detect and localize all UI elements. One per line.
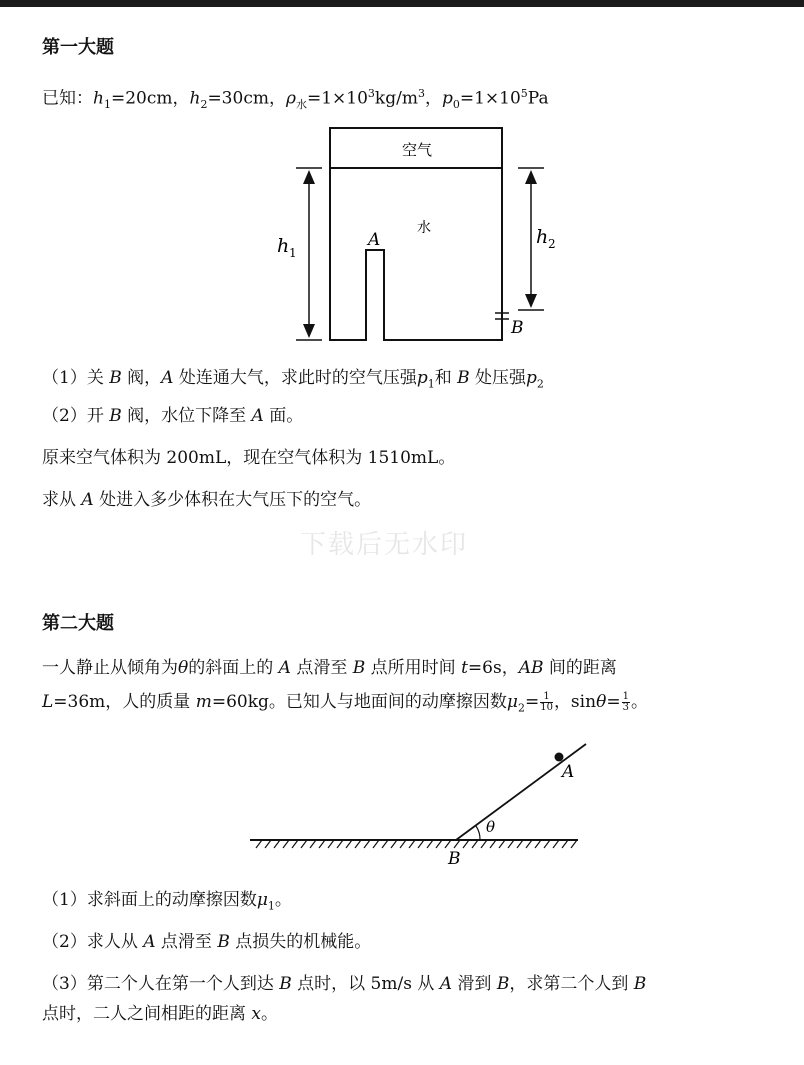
hatch-mark xyxy=(256,840,262,848)
q2-var-a: A xyxy=(251,406,264,426)
line4-text-a: 求从 xyxy=(42,490,82,510)
h1-value: =20cm， xyxy=(110,88,190,109)
line4-var-a: A xyxy=(81,490,94,510)
rho-var: ρ xyxy=(285,88,296,109)
frac1-num: 1 xyxy=(540,692,553,703)
s2q2-var-b: B xyxy=(217,932,230,952)
line4-text-b: 处进入多少体积在大气压下的空气。 xyxy=(93,490,372,510)
hatch-mark xyxy=(562,840,568,848)
rho-exp: 3 xyxy=(367,87,375,100)
hatch-mark xyxy=(382,840,388,848)
p0-exp: 5 xyxy=(520,87,528,100)
p1-text-a: 一人静止从倾角为 xyxy=(42,658,178,678)
section2-heading: 第二大题 xyxy=(42,613,114,634)
q1-text-a: （1）关 xyxy=(42,368,110,388)
rho-unit-exp: 3 xyxy=(417,87,425,100)
q1-p2-sub: 2 xyxy=(536,377,544,391)
p2-text-b: =60kg。已知人与地面间的动摩擦因数 xyxy=(211,692,507,712)
hatch-mark xyxy=(463,840,469,848)
angle-arc xyxy=(476,826,480,840)
hatch-mark xyxy=(328,840,334,848)
hatch-mark xyxy=(526,840,532,848)
s2q2-var-a: A xyxy=(143,932,156,952)
q1-var-a: A xyxy=(161,368,174,388)
q1-text-e: 处压强 xyxy=(469,368,527,388)
p2-var-m: m xyxy=(195,692,212,712)
p1-text-b: 的斜面上的 xyxy=(188,658,279,678)
s2q2-text-c: 点损失的机械能。 xyxy=(229,932,372,952)
label-h1-sub: 1 xyxy=(289,246,297,260)
hatch-mark xyxy=(571,840,577,848)
s2q2-text-a: （2）求人从 xyxy=(42,932,144,952)
frac2-num: 1 xyxy=(622,691,629,702)
hatch-mark xyxy=(508,840,514,848)
s2q3-text-f: 。 xyxy=(261,1004,278,1024)
q1-var-p2: p xyxy=(526,368,537,388)
hatch-mark xyxy=(472,840,478,848)
q2-var-b: B xyxy=(109,406,122,426)
label-h1: h xyxy=(277,235,290,257)
incline-label-b: B xyxy=(448,849,461,869)
hatch-mark xyxy=(454,840,460,848)
s2q3-var-a: A xyxy=(439,974,453,994)
q1-p1-sub: 1 xyxy=(427,377,435,391)
p2-mu-sub: 2 xyxy=(517,701,525,715)
label-b: B xyxy=(511,318,524,338)
hatch-mark xyxy=(517,840,523,848)
p1-var-ab: AB xyxy=(518,658,544,678)
hatch-mark xyxy=(409,840,415,848)
h1-var: h xyxy=(93,88,104,109)
p0-value-b: Pa xyxy=(527,88,549,109)
h2-sub: 2 xyxy=(200,98,208,112)
hatch-mark xyxy=(427,840,433,848)
q1-text-c: 处连通大气，求此时的空气压强 xyxy=(173,368,417,388)
q1-var-p1: p xyxy=(416,368,428,388)
rho-value-b: kg/m xyxy=(374,88,418,109)
frac1-den: 10 xyxy=(540,702,553,713)
hatch-mark xyxy=(283,840,289,848)
s2q3-text-a: （3）第二个人在第一个人到达 xyxy=(42,974,280,994)
p1-var-a: A xyxy=(278,658,291,678)
section1-heading: 第一大题 xyxy=(42,37,114,58)
p1-var-t: t xyxy=(461,658,468,678)
s2q3-var-x: x xyxy=(251,1004,261,1024)
p0-value-a: =1×10 xyxy=(459,88,521,109)
hatch-mark xyxy=(445,840,451,848)
hatch-mark xyxy=(355,840,361,848)
rho-sub: 水 xyxy=(295,98,307,112)
incline-label-a: A xyxy=(562,762,575,782)
q1-var-b2: B xyxy=(457,368,470,388)
label-h2: h xyxy=(536,226,549,248)
section2-question-2 xyxy=(42,930,371,954)
p1-text-d: 点所用时间 xyxy=(365,658,462,678)
s2q3-text-c: 滑到 xyxy=(452,974,497,994)
label-a: A xyxy=(368,230,381,250)
p1-text-e: =6s， xyxy=(467,658,519,678)
p2-text-c: ，sin xyxy=(553,692,597,712)
s2q3-var-b: B xyxy=(279,974,292,994)
hatch-mark xyxy=(301,840,307,848)
point-a-dot xyxy=(555,753,564,762)
p2-eq2: = xyxy=(606,692,621,712)
p2-var-mu: μ xyxy=(506,692,518,712)
hatch-mark xyxy=(274,840,280,848)
water-label: 水 xyxy=(417,220,431,236)
s2q3-var-b3: B xyxy=(633,974,647,994)
incline-line xyxy=(456,744,586,840)
hatch-mark xyxy=(292,840,298,848)
p0-sub: 0 xyxy=(452,98,460,112)
hatch-mark xyxy=(364,840,370,848)
label-h2-sub: 2 xyxy=(548,237,556,251)
frac2-den: 3 xyxy=(622,702,629,713)
s2q1-text-a: （1）求斜面上的动摩擦因数 xyxy=(42,890,257,910)
p1-text-f: 间的距离 xyxy=(543,658,617,678)
s2q1-mu-sub: 1 xyxy=(267,899,275,913)
s2q1-var-mu: μ xyxy=(256,890,268,910)
q1-var-b: B xyxy=(109,368,122,388)
p2-text-a: =36m，人的质量 xyxy=(53,692,196,712)
q2-text-a: （2）开 xyxy=(42,406,110,426)
p1-theta: θ xyxy=(178,658,189,678)
p2-eq1: = xyxy=(524,692,540,712)
h1-sub: 1 xyxy=(103,98,111,112)
hatch-mark xyxy=(418,840,424,848)
ground-hatching xyxy=(256,840,577,848)
q1-text-d: 和 xyxy=(434,368,458,388)
hatch-mark xyxy=(310,840,316,848)
given-label: 已知： xyxy=(42,88,93,109)
p2-text-d: 。 xyxy=(630,692,648,712)
hatch-mark xyxy=(373,840,379,848)
p1-text-c: 点滑至 xyxy=(290,658,353,678)
hatch-mark xyxy=(535,840,541,848)
hatch-mark xyxy=(481,840,487,848)
rho-value-a: =1×10 xyxy=(306,88,368,109)
hatch-mark xyxy=(346,840,352,848)
rho-sep: ， xyxy=(424,88,442,109)
section1-line-3: 原来空气体积为 200mL，现在空气体积为 1510mL。 xyxy=(42,448,456,468)
hatch-mark xyxy=(265,840,271,848)
hatch-mark xyxy=(490,840,496,848)
q1-text-b: 阀， xyxy=(121,368,162,388)
h2-var: h xyxy=(189,88,201,109)
p1-var-b: B xyxy=(352,658,366,678)
hatch-mark xyxy=(400,840,406,848)
section2-question-3-line-1 xyxy=(42,972,646,996)
p2-var-l: L xyxy=(42,692,54,712)
q2-text-c: 面。 xyxy=(263,406,304,426)
hatch-mark xyxy=(391,840,397,848)
hatch-mark xyxy=(544,840,550,848)
section2-question-1 xyxy=(42,888,292,918)
hatch-mark xyxy=(553,840,559,848)
watermark: 下载后无水印 xyxy=(300,530,469,560)
h2-value: =30cm， xyxy=(207,88,286,109)
hatch-mark xyxy=(319,840,325,848)
s2q3-var-b2: B xyxy=(496,974,510,994)
p0-var: p xyxy=(441,88,453,109)
s2q1-text-b: 。 xyxy=(274,890,292,910)
q2-text-b: 阀，水位下降至 xyxy=(121,406,252,426)
s2q2-text-b: 点滑至 xyxy=(155,932,218,952)
s2q3-text-b: 点时，以 5m/s 从 xyxy=(291,974,440,994)
s2q3-text-d: ，求第二个人到 xyxy=(509,974,634,994)
incline-label-theta: θ xyxy=(486,818,496,836)
s2q3-text-e: 点时，二人之间相距的距离 xyxy=(42,1004,252,1024)
section2-question-3-line-2 xyxy=(42,1002,278,1026)
hatch-mark xyxy=(337,840,343,848)
p2-theta: θ xyxy=(596,692,607,712)
hatch-mark xyxy=(499,840,505,848)
air-label: 空气 xyxy=(402,141,433,159)
hatch-mark xyxy=(436,840,442,848)
